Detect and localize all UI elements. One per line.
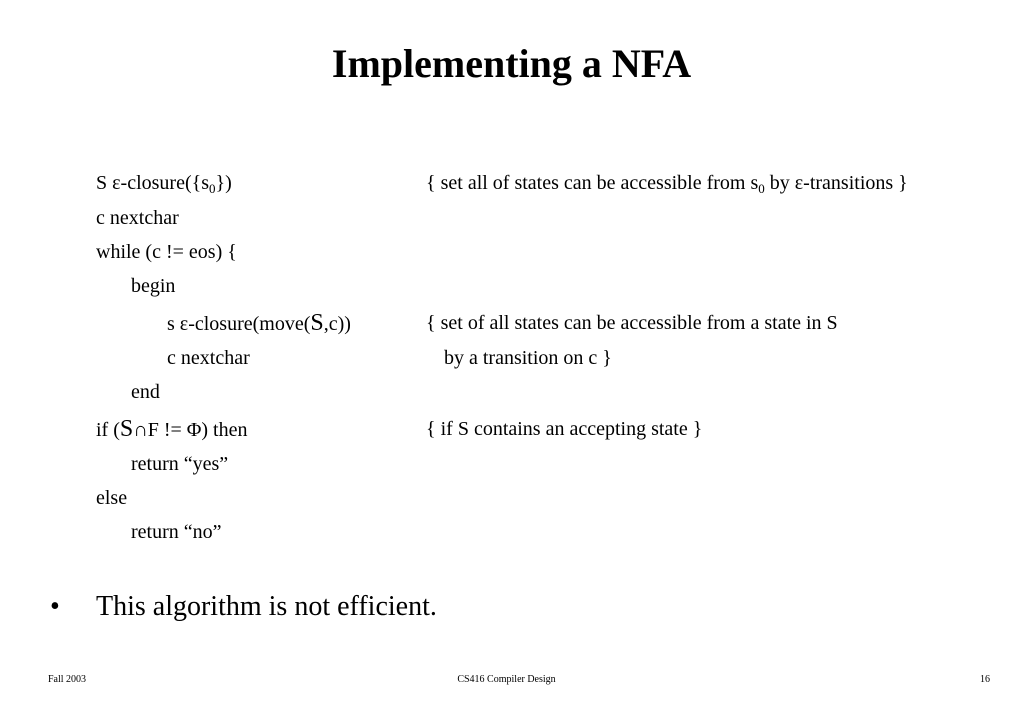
comment-line-2: { set of all states can be accessible from a state in S bbox=[426, 312, 838, 334]
epsilon-symbol: ε bbox=[179, 313, 189, 335]
bullet-text: This algorithm is not efficient. bbox=[96, 591, 437, 622]
comment-line-3: by a transition on c } bbox=[444, 347, 612, 369]
code-line-7: end bbox=[131, 381, 160, 403]
code-line-2: c nextchar bbox=[96, 207, 179, 229]
intersection-symbol: ∩ bbox=[133, 419, 148, 441]
code-line-11: return “no” bbox=[131, 521, 222, 543]
code-line-1: S $\varepsilon-closure(\{s_0\})$ bbox=[96, 172, 232, 196]
state-set-var: S bbox=[96, 172, 108, 194]
code-line-4: begin bbox=[131, 275, 176, 297]
bullet-marker: • bbox=[50, 591, 60, 622]
code-line-9: return “yes” bbox=[131, 453, 229, 475]
footer-date: Fall 2003 bbox=[48, 674, 87, 685]
page-number: 16 bbox=[980, 674, 990, 685]
slide-title: Implementing a NFA bbox=[331, 41, 692, 86]
comment-line-1: { set all of states can be accessible from $s_0$ by ε-transitions } bbox=[426, 172, 908, 196]
code-line-10: else bbox=[96, 487, 128, 509]
code-line-5: s ε-closure(move(S,c)) bbox=[167, 310, 351, 336]
epsilon-symbol: ε bbox=[794, 172, 804, 194]
epsilon-symbol: ε bbox=[112, 172, 121, 194]
phi-symbol: Φ bbox=[186, 419, 202, 441]
code-line-6: c nextchar bbox=[167, 347, 250, 369]
code-line-3: while (c != eos) { bbox=[96, 241, 237, 263]
code-line-8: if (S∩F != Φ) then bbox=[96, 416, 248, 442]
footer-course: CS416 Compiler Design bbox=[457, 674, 556, 685]
comment-line-4: { if S contains an accepting state } bbox=[426, 418, 703, 440]
